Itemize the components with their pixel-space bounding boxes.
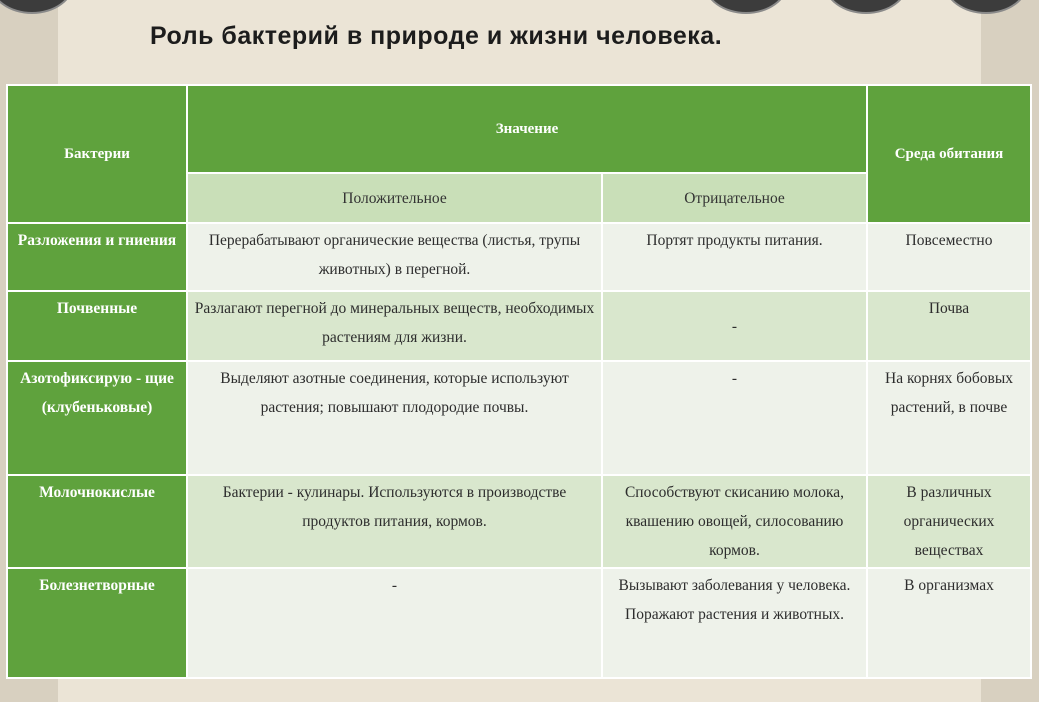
row-negative: Вызывают заболевания у человека. Поражают растения и животных.: [602, 568, 867, 678]
row-habitat: В различных органических веществах: [867, 475, 1031, 568]
row-negative: Способствуют скисанию молока, квашению овощей, силосованию кормов.: [602, 475, 867, 568]
row-habitat: Повсеместно: [867, 223, 1031, 291]
row-habitat: Почва: [867, 291, 1031, 361]
table-row: [7, 475, 1031, 568]
page-title: Роль бактерий в природе и жизни человека.: [150, 22, 723, 50]
row-positive: Бактерии - кулинары. Используются в производстве продуктов питания, кормов.: [187, 475, 602, 568]
row-name: Разложения и гниения: [7, 223, 187, 291]
row-positive: Разлагают перегной до минеральных веществ, необходимых растениям для жизни.: [187, 291, 602, 361]
row-name: Болезнетворные: [7, 568, 187, 678]
header-habitat: Среда обитания: [867, 85, 1031, 223]
row-positive: Перерабатывают органические вещества (листья, трупы животных) в перегной.: [187, 223, 602, 291]
row-name: Почвенные: [7, 291, 187, 361]
row-habitat: На корнях бобовых растений, в почве: [867, 361, 1031, 475]
row-name: Молочнокислые: [7, 475, 187, 568]
row-habitat: В организмах: [867, 568, 1031, 678]
row-positive: -: [187, 568, 602, 678]
row-negative: -: [602, 361, 867, 475]
header-bacteria: Бактерии: [7, 85, 187, 223]
row-name: Азотофиксирую - щие (клубеньковые): [7, 361, 187, 475]
header-positive: Положительное: [187, 173, 602, 223]
header-negative: Отрицательное: [602, 173, 867, 223]
header-meaning: Значение: [187, 85, 867, 173]
row-negative: Портят продукты питания.: [602, 223, 867, 291]
table-row: [7, 568, 1031, 678]
bacteria-table: [6, 84, 1032, 679]
table-row: [7, 291, 1031, 361]
row-negative: -: [602, 291, 867, 361]
table-row: [7, 223, 1031, 291]
row-positive: Выделяют азотные соединения, которые используют растения; повышают плодородие почвы.: [187, 361, 602, 475]
table-row: [7, 361, 1031, 475]
